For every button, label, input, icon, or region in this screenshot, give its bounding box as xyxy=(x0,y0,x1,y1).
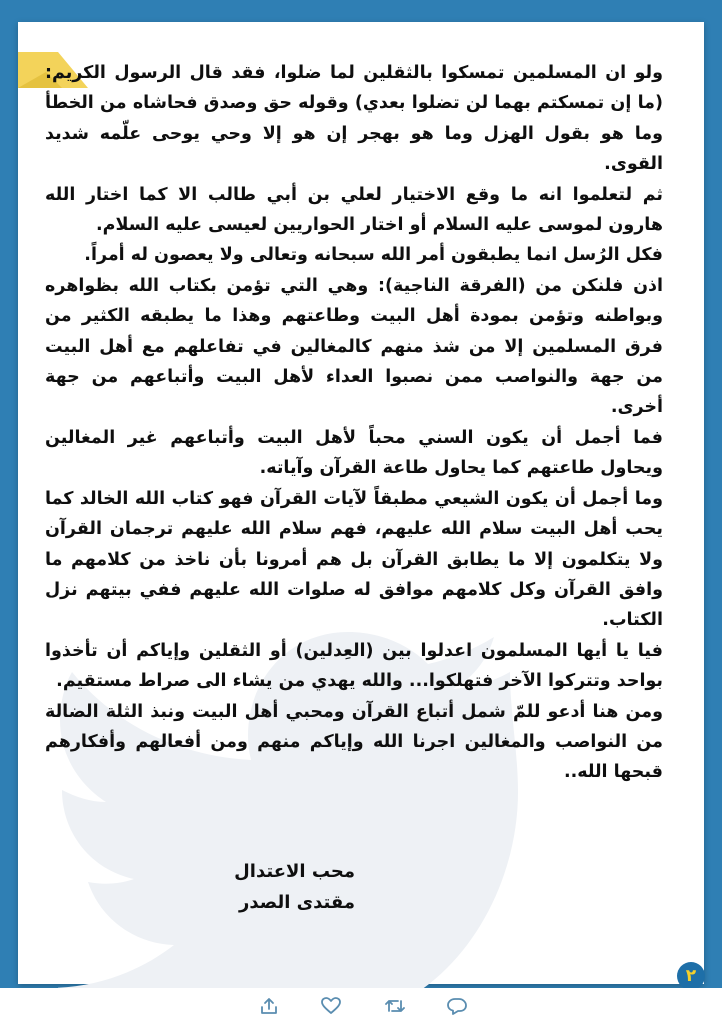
paragraph: فما أجمل أن يكون السني محباً لأهل البيت وأتباعهم غير المغالين ويحاول طاعتهم كما يحاول طاعة القرآن وآياته. xyxy=(45,427,663,479)
paragraph: اذن فلنكن من (الفرقة الناجية): وهي التي تؤمن بكتاب الله بظواهره وبواطنه وتؤمن بمودة أهل البيت وطاعتهم وهذا ما يطبقه الكثير من فرق المسلمين إلا من شذ منهم كالمغالين في تفاعلهم مع أهل البيت من جهة والنواصب ممن نصبوا العداء لأهل البيت وأتباعهم من جهة أخرى. xyxy=(45,275,663,418)
signature-block xyxy=(135,856,355,918)
letter-body xyxy=(45,58,663,788)
paragraph: فيا يا أيها المسلمون اعدلوا بين (العِدلين) أو الثقلين وإياكم أن تأخذوا بواحد وتتركوا الآخر فتهلكوا... والله يهدي من يشاء الى صراط مستقيم. xyxy=(45,640,663,692)
paragraph: فكل الرُسل انما يطبقون أمر الله سبحانه وتعالى ولا يعصون له أمراً. xyxy=(84,245,663,266)
paragraph: ومن هنا أدعو للمّ شمل أتباع القرآن ومحبي أهل البيت ونبذ الثلة الضالة من النواصب والمغالين اجرنا الله وإياكم منهم ومن أفعالهم وأفكارهم قبحها الله.. xyxy=(45,701,663,783)
share-icon[interactable] xyxy=(259,997,279,1015)
like-icon[interactable] xyxy=(321,997,341,1015)
page-number-badge: ٢ xyxy=(677,962,705,988)
tweet-action-bar xyxy=(0,988,722,1024)
signature-line-1: محب الاعتدال xyxy=(234,861,355,882)
reply-icon[interactable] xyxy=(447,997,467,1015)
paragraph: ثم لتعلموا انه ما وقع الاختيار لعلي بن أبي طالب الا كما اختار الله هارون لموسى عليه السلام أو اختار الحواريين لعيسى عليه السلام. xyxy=(45,184,663,236)
paragraph: وما أجمل أن يكون الشيعي مطبقاً لآيات القرآن فهو كتاب الله الخالد كما يحب أهل البيت سلام الله عليهم، فهم سلام الله عليهم ترجمان القرآن ولا يتكلمون إلا ما يطابق القرآن بل هم أمرونا بأن ناخذ من كلامهم ما وافق القرآن وكل كلامهم موافق له صلوات الله عليهم ففي بيتهم نزل الكتاب. xyxy=(45,488,663,631)
retweet-icon[interactable] xyxy=(385,997,405,1015)
paragraph: ولو ان المسلمين تمسكوا بالثقلين لما ضلوا، فقد قال الرسول الكريم: (ما إن تمسكتم بهما لن تضلوا بعدي) وقوله حق وصدق فحاشاه من الخطأ وما هو بقول الهزل وما هو بهجر إن هو إلا وحي يوحى علّمه شديد القوى. xyxy=(45,63,663,175)
signature-line-2: مقتدى الصدر xyxy=(238,892,355,913)
